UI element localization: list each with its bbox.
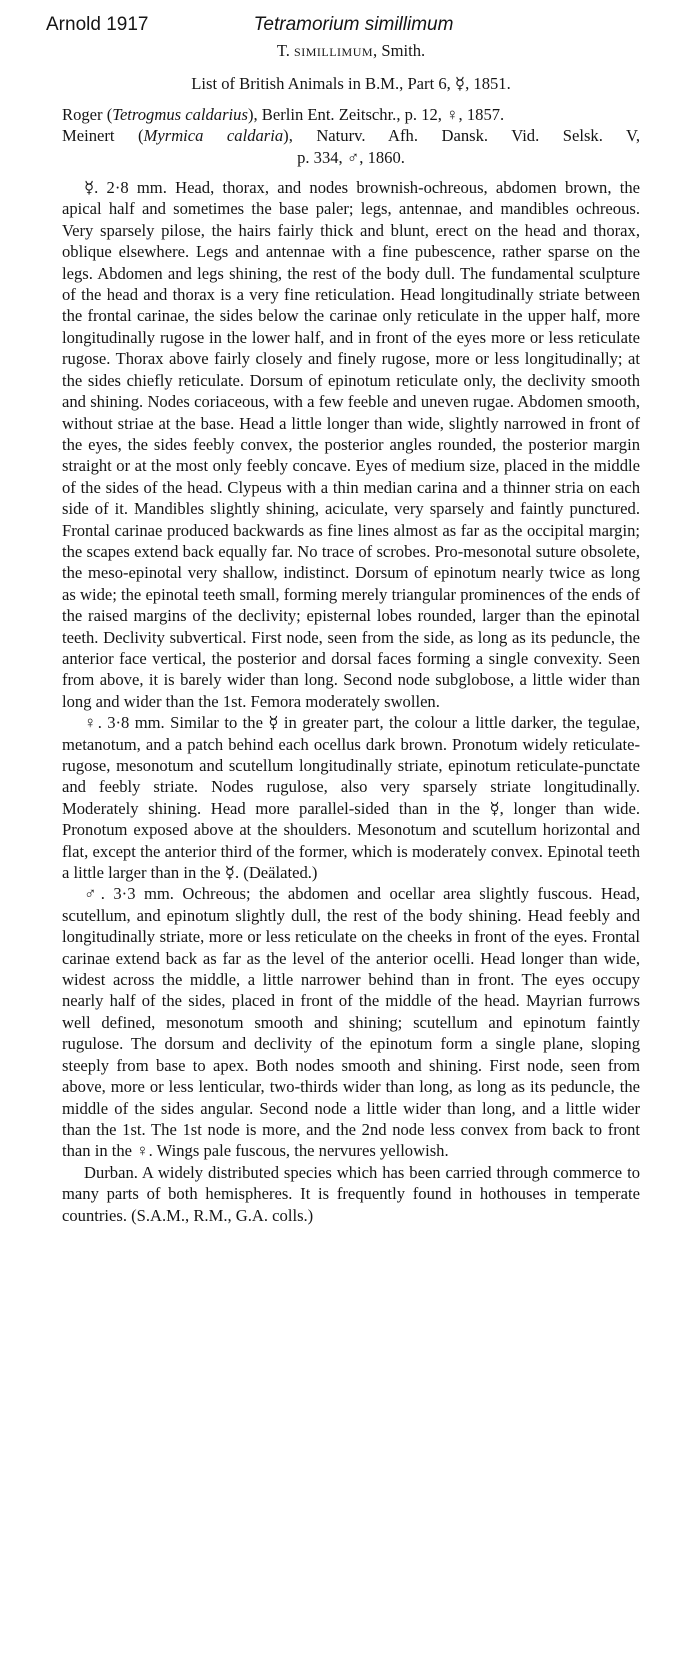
reference-3: [62, 125, 640, 146]
header-species-text: Tetramorium simillimum: [253, 14, 454, 35]
species-title: [62, 40, 640, 61]
female-description: ♀. 3·8 mm. Similar to the ☿ in greater part, the colour a little darker, the tegulae, metanotum, and a patch behind each ocellus dark brown. Pronotum widely reticulate-rugose, mesonotum and scutellum longitudinally striate, epinotum reticulate-punctate and feebly striate. Nodes rugulose, also very sparsely striate longitudinally. Moderately shining. Head more parallel-sided than in the ☿, longer than wide. Pronotum exposed above at the shoulders. Mesonotum and scutellum horizontal and flat, except the anterior third of the former, which is moderately convex. Epinotal teeth a little larger than in the ☿. (Deälated.): [62, 713, 640, 883]
header-author-year: Arnold 1917: [46, 14, 149, 35]
reference-3-post: ), Naturv. Afh. Dansk. Vid. Selsk. V,: [283, 126, 641, 146]
reference-2: [62, 104, 640, 125]
title-prefix: T.: [276, 41, 295, 60]
male-description: ♂. 3·3 mm. Ochreous; the abdomen and ocellar area slightly fuscous. Head, scutellum, and epinotum slightly dull, the rest of the body shining. Head feebly and longitudinally striate, more or less reticulate on the cheeks in front of the eyes. Frontal carinae extend back as far as the level of the anterior ocelli. Head longer than wide, widest across the middle, a little narrower behind than in front. The eyes occupy nearly half of the sides, placed in front of the middle of the head. Mayrian furrows well defined, mesonotum smooth and shining; scutellum and epinotum faintly rugulose. The dorsum and declivity of the epinotum form a single plane, sloping steeply from base to apex. Both nodes smooth and shining. First node, seen from above, more or less lenticular, two-thirds wider than long, as long as its peduncle, the middle of the sides angular. Second node a little wider than long, and a little wider than the 1st. The 1st node is more, and the 2nd node less convex from back to front than in the ♀. Wings pale fuscous, the nervures yellowish.: [62, 884, 640, 1161]
page-body: [62, 40, 640, 1226]
title-species: simillimum: [294, 41, 374, 60]
reference-3-taxon: Myrmica caldaria: [143, 126, 284, 146]
distribution-note: Durban. A widely distributed species which has been carried through commerce to many parts of both hemispheres. It is frequently found in hothouses in temperate countries. (S.A.M., R.M., G.A. colls.): [62, 1162, 640, 1225]
references-block: [62, 104, 640, 168]
title-suffix: , Smith.: [373, 41, 426, 60]
reference-2-taxon: Tetrogmus caldarius: [112, 104, 248, 124]
reference-2-post: ), Berlin Ent. Zeitschr., p. 12, ♀, 1857.: [247, 104, 505, 124]
reference-1: List of British Animals in B.M., Part 6, ☿, 1851.: [191, 74, 511, 94]
header-species: [0, 14, 675, 36]
reference-3-continuation: p. 334, ♂, 1860.: [297, 147, 405, 167]
worker-description: ☿. 2·8 mm. Head, thorax, and nodes brownish-ochreous, abdomen brown, the apical half and sometimes the base paler; legs, antennae, and mandibles ochreous. Very sparsely pilose, the hairs fairly thick and blunt, erect on the head and thorax, oblique elsewhere. Legs and antennae with a fine pubescence, rather sparse on the legs. Abdomen and legs shining, the rest of the body dull. The fundamental sculpture of the head and thorax is a very fine reticulation. Head longitudinally striate between the frontal carinae, the sides below the carinae only reticulate in the upper half, more longitudinally rugose in the lower half, and in front of the eyes more or less reticulate rugose. Thorax above fairly closely and finely rugose, more or less longitudinally; at the sides chiefly reticulate. Dorsum of epinotum reticulate only, the declivity smooth and shining. Nodes coriaceous, with a few feeble and uneven rugae. Abdomen smooth, without striae at the base. Head a little longer than wide, slightly narrowed in front of the eyes, the sides feebly convex, the posterior angles rounded, the posterior margin straight or at the most only feebly concave. Eyes of medium size, placed in the middle of the sides of the head. Clypeus with a thin median carina and a thinner stria on each side of it. Mandibles slightly shining, aciculate, very sparsely and faintly punctured. Frontal carinae produced backwards as fine lines almost as far as the occipital margin; the scapes extend back equally far. No trace of scrobes. Pro-mesonotal suture obsolete, the meso-epinotal very shallow, indistinct. Dorsum of epinotum nearly twice as long as wide; the epinotal teeth small, forming merely triangular prominences of the ends of the raised margins of the declivity; episternal lobes rounded, larger than the epinotal teeth. Declivity subvertical. First node, seen from the side, as long as its peduncle, the anterior face vertical, the posterior and dorsal faces forming a single convexity. Seen from above, it is barely wider than long. Second node subglobose, a little wider than long and wider than the 1st. Femora moderately swollen.: [62, 178, 640, 711]
reference-3-pre: Meinert (: [62, 126, 144, 146]
reference-2-pre: Roger (: [62, 104, 113, 124]
